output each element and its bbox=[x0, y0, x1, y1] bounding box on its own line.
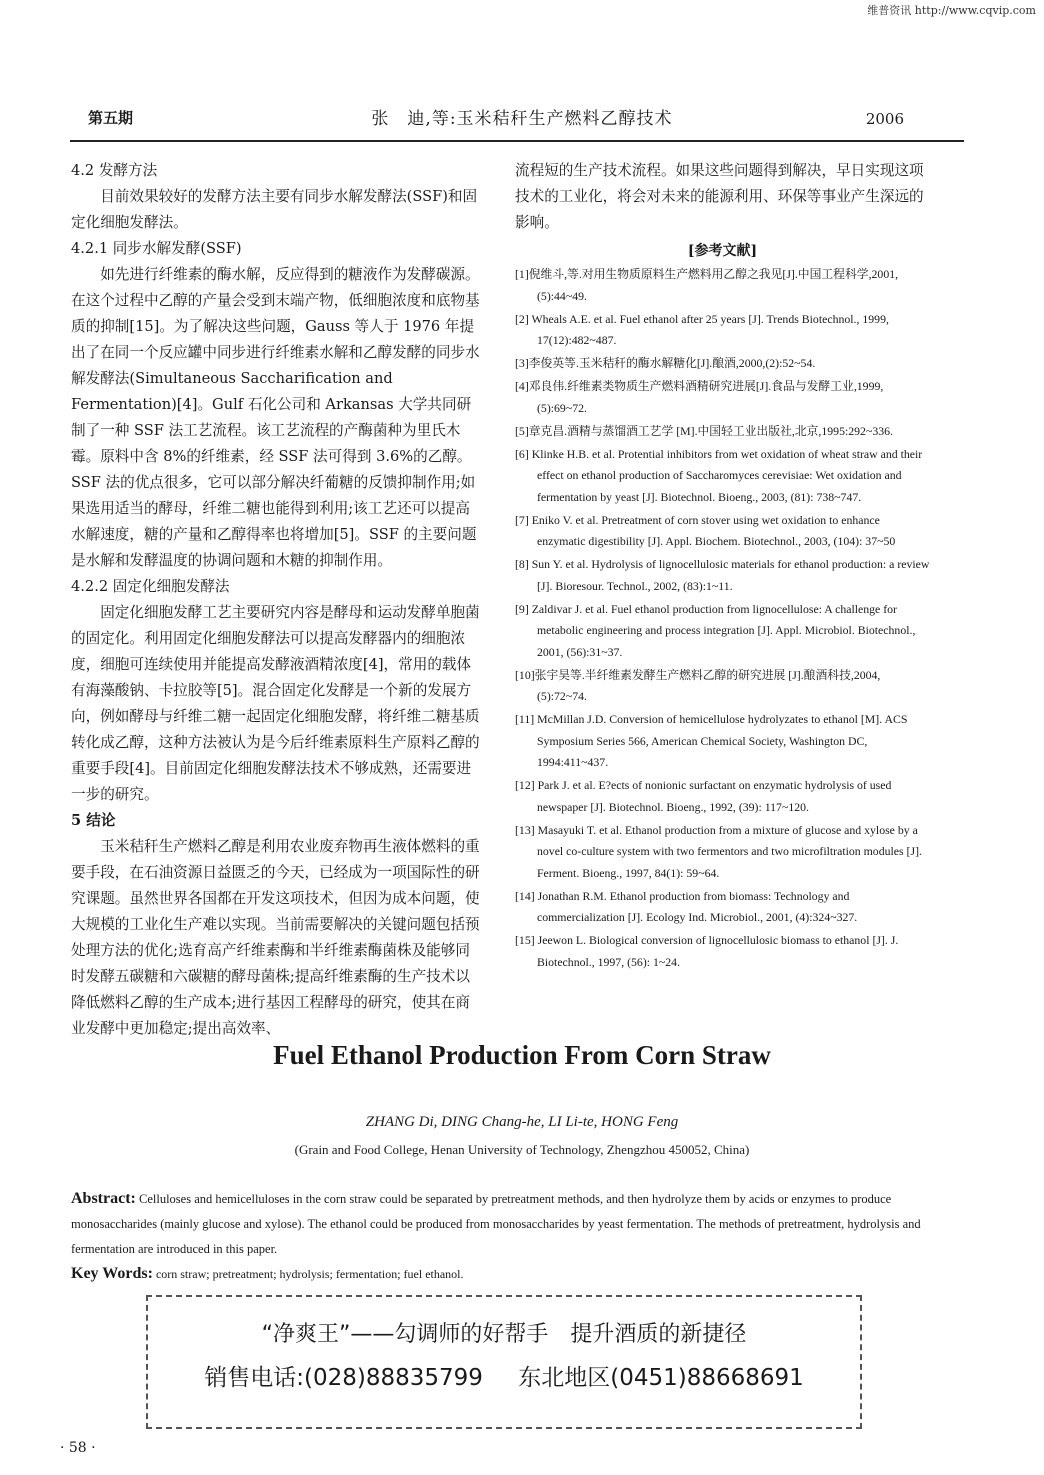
references-title: [参考文献] bbox=[687, 243, 758, 259]
page-number: · 58 · bbox=[60, 1440, 96, 1456]
english-keywords bbox=[71, 1265, 933, 1283]
english-abstract bbox=[71, 1186, 933, 1262]
header-year: 2006 bbox=[865, 110, 904, 128]
section-5-text: 玉米秸秆生产燃料乙醇是利用农业废弃物再生液体燃料的重要手段，在石油资源日益匮乏的今天，已经成为一项国际性的研究课题。虽然世界各国都在开发这项技术，但因为成本问题，使大规模的工业化生产难以实现。当前需要解决的关键问题包括预处理方法的优化;选育高产纤维素酶和半纤维素酶菌株及能够同时发酵五碳糖和六碳糖的酵母菌株;提高纤维素酶的生产技术以降低燃料乙醇的生产成本;进行基因工程酵母的研究，使其在商业发酵中更加稳定;提出高效率、 bbox=[71, 838, 480, 1037]
section-4-2-1-text: 如先进行纤维素的酶水解，反应得到的糖液作为发酵碳源。在这个过程中乙醇的产量会受到末端产物，低细胞浓度和底物基质的抑制[15]。为了解决这些问题，Gauss 等人于 1976 年提出了在同一个反应罐中同步进行纤维素水解和乙醇发酵的同步水解发酵法(Simultaneous Saccharification and Fermentation)[4]。Gulf 石化公司和 Arkansas 大学共同研制了一种 SSF 法工艺流程。该工艺流程的产酶菌种为里氏木霉。原料中含 8%的纤维素，经 SSF 法可得到 3.6%的乙醇。SSF 法的优点很多，它可以部分解决纤葡糖的反馈抑制作用;如果选用适当的酵母，纤维二糖也能得到利用;该工艺还可以提高水解速度，糖的产量和乙醇得率也将增加[5]。SSF 的主要问题是水解和发酵温度的协调问题和木糖的抑制作用。 bbox=[71, 266, 480, 569]
english-affiliation: (Grain and Food College, Henan University of Technology, Zhengzhou 450052, China) bbox=[294, 1142, 750, 1157]
reference-item: [12] Park J. et al. E?ects of nonionic surfactant on enzymatic hydrolysis of used newspaper [J]. Biotechnol. Bioeng., 1992, (39): 117~120. bbox=[515, 778, 892, 814]
reference-item: [3]李俊英等.玉米秸秆的酶水解糖化[J].酿酒,2000,(2):52~54. bbox=[515, 356, 816, 370]
header-issue: 第五期 bbox=[88, 109, 134, 127]
watermark: 维普资讯 http://www.cqvip.com bbox=[867, 4, 1036, 17]
reference-item: [11] McMillan J.D. Conversion of hemicellulose hydrolyzates to ethanol [M]. ACS Symposium Series 566, American Chemical Society, Washington DC, 1994:411~437. bbox=[515, 712, 908, 769]
conclusion-continued: 流程短的生产技术流程。如果这些问题得到解决，早日实现这项技术的工业化，将会对未来的能源利用、环保等事业产生深远的影响。 bbox=[515, 162, 924, 231]
reference-item: [5]章克昌.酒精与蒸馏酒工艺学 [M].中国轻工业出版社,北京,1995:292~336. bbox=[515, 423, 893, 438]
right-column bbox=[515, 158, 930, 975]
header-running-title: 张 迪,等:玉米秸秆生产燃料乙醇技术 bbox=[371, 109, 673, 129]
keywords-text: corn straw; pretreatment; hydrolysis; fermentation; fuel ethanol. bbox=[152, 1267, 464, 1281]
section-4-2-intro: 目前效果较好的发酵方法主要有同步水解发酵法(SSF)和固定化细胞发酵法。 bbox=[71, 188, 478, 231]
reference-item: [15] Jeewon L. Biological conversion of lignocellulosic biomass to ethanol [J]. J. Biotechnol., 1997, (56): 1~24. bbox=[515, 933, 899, 969]
abstract-text: Celluloses and hemicelluloses in the corn straw could be separated by pretreatment methods, and then hydrolyze them by acids or enzymes to produce monosaccharides (mainly glucose and xylose). The ethanol could be produced from monosaccharides by yeast fermentation. The methods of pretreatment, hydrolysis and fermentation are introduced in this paper. bbox=[71, 1192, 921, 1256]
abstract-label: Abstract: bbox=[71, 1190, 136, 1207]
english-title: Fuel Ethanol Production From Corn Straw bbox=[273, 1040, 771, 1070]
ad-slogan: “净爽王”——勾调师的好帮手 提升酒质的新捷径 bbox=[261, 1322, 747, 1347]
reference-item: [10]张宇昊等.半纤维素发酵生产燃料乙醇的研究进展 [J].酿酒科技,2004,(5):72~74. bbox=[515, 667, 881, 703]
keywords-label: Key Words: bbox=[71, 1265, 153, 1282]
section-4-2-2-text: 固定化细胞发酵工艺主要研究内容是酵母和运动发酵单胞菌的固定化。利用固定化细胞发酵法可以提高发酵器内的细胞浓度，细胞可连续使用并能提高发酵液酒精浓度[4]，常用的载体有海藻酸钠、卡拉胶等[5]。混合固定化发酵是一个新的发展方向，例如酵母与纤维二糖一起固定化细胞发酵，将纤维二糖基质转化成乙醇，这种方法被认为是今后纤维素原料生产原料乙醇的重要手段[4]。目前固定化细胞发酵法技术不够成熟，还需要进一步的研究。 bbox=[71, 604, 480, 803]
ad-phone-sales: 销售电话:(028)88835799 bbox=[204, 1365, 483, 1391]
reference-item: [1]倪维斗,等.对用生物质原料生产燃料用乙醇之我见[J].中国工程科学,2001,(5):44~49. bbox=[515, 267, 899, 303]
english-authors: ZHANG Di, DING Chang-he, LI Li-te, HONG Feng bbox=[365, 1114, 679, 1130]
reference-item: [14] Jonathan R.M. Ethanol production from biomass: Technology and commercialization [J]. Ecology Ind. Microbiol., 2001, (4):324~327. bbox=[515, 888, 858, 924]
section-4-2-title: 4.2 发酵方法 bbox=[71, 162, 158, 179]
left-column bbox=[71, 158, 483, 1042]
reference-list bbox=[515, 264, 930, 973]
section-4-2-1-title: 4.2.1 同步水解发酵(SSF) bbox=[71, 240, 242, 257]
reference-item: [7] Eniko V. et al. Pretreatment of corn stover using wet oxidation to enhance enzymatic digestibility [J]. Appl. Biochem. Biotechnol., 2003, (104): 37~50 bbox=[515, 512, 896, 548]
ad-phone-northeast: 东北地区(0451)88668691 bbox=[518, 1365, 804, 1391]
reference-item: [8] Sun Y. et al. Hydrolysis of lignocellulosic materials for ethanol production: a review [J]. Bioresour. Technol., 2002, (83):1~11. bbox=[515, 557, 930, 593]
section-4-2-2-title: 4.2.2 固定化细胞发酵法 bbox=[71, 578, 230, 595]
reference-item: [13] Masayuki T. et al. Ethanol production from a mixture of glucose and xylose by a novel co-culture system with two fermentors and two microfiltration modules [J]. Ferment. Bioeng., 1997, 84(1): 59~64. bbox=[515, 822, 922, 880]
advertisement-box bbox=[146, 1295, 862, 1429]
section-5-title: 5 结论 bbox=[71, 812, 116, 829]
reference-item: [4]邓良伟.纤维素类物质生产燃料酒精研究进展[J].食品与发酵工业,1999,(5):69~72. bbox=[515, 379, 884, 415]
reference-item: [9] Zaldivar J. et al. Fuel ethanol production from lignocellulose: A challenge for metabolic engineering and process integration [J]. Appl. Microbiol. Biotechnol., 2001, (56):31~37. bbox=[515, 601, 916, 659]
reference-item: [6] Klinke H.B. et al. Protential inhibitors from wet oxidation of wheat straw and their effect on ethanol production of Saccharomyces cerevisiae: Wet oxidation and fermentation by yeast [J]. Biotechnol. Bioeng., 2003, (81): 738~747. bbox=[515, 446, 923, 504]
reference-item: [2] Wheals A.E. et al. Fuel ethanol after 25 years [J]. Trends Biotechnol., 1999, 17(12):482~487. bbox=[515, 311, 889, 347]
ad-phones bbox=[148, 1359, 860, 1392]
